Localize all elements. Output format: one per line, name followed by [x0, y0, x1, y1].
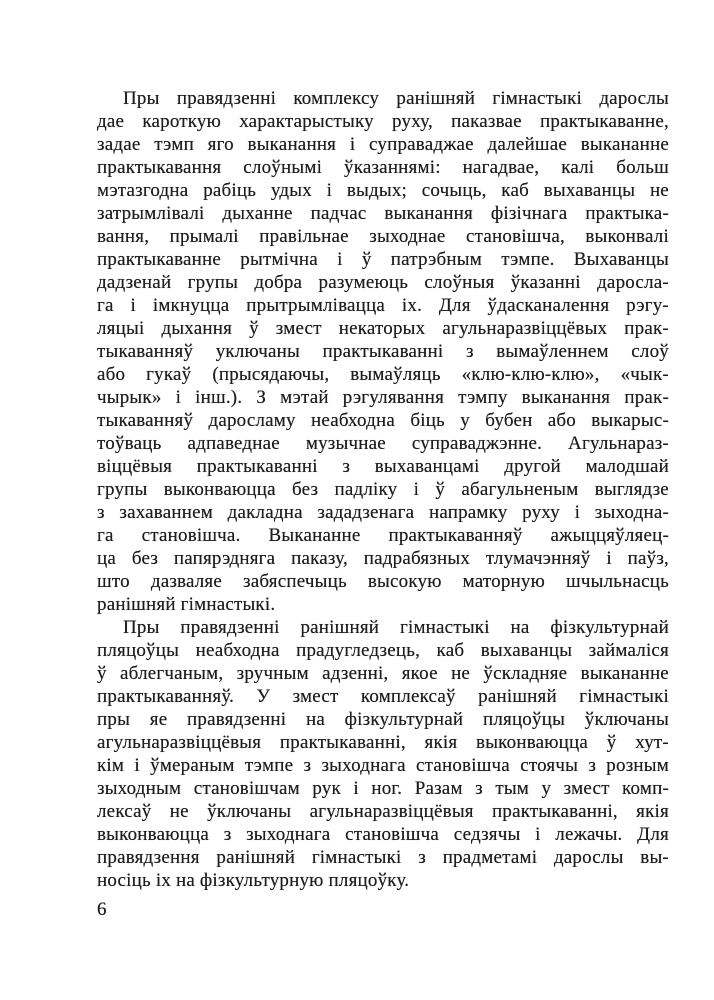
- text-line: ранішняй гімнастыкі.: [97, 594, 276, 615]
- text-line: групы выконваюцца без падліку і ў абагульненым выглядзе: [97, 479, 669, 500]
- text-line: або гукаў (прысядаючы, вымаўляць «клю-клю-клю», «чык-: [97, 364, 669, 385]
- text-line: пры яе правядзенні на фізкультурнай пляцоўцы ўключаны: [97, 709, 669, 730]
- text-line: мэтазгодна рабіць удых і выдых; сочыць, каб выхаванцы не: [97, 180, 669, 201]
- text-line: затрымлівалі дыханне падчас выканання фізічнага практыка-: [97, 203, 669, 224]
- text-line: га і імкнуцца прытрымлівацца іх. Для ўдасканалення рэгу-: [97, 295, 669, 316]
- text-line: зыходным становішчам рук і ног. Разам з тым у змест комп-: [97, 778, 669, 799]
- body-text: [97, 87, 669, 892]
- paragraph: [97, 87, 669, 616]
- text-line: віццёвыя практыкаванні з выхаванцамі другой малодшай: [97, 456, 669, 477]
- text-line: дадзенай групы добра разумеюць слоўныя ўказанні даросла-: [97, 272, 669, 293]
- text-line: тоўваць адпаведнае музычнае суправаджэнне. Агульнараз-: [97, 433, 669, 454]
- text-line: тыкаванняў даросламу неабходна біць у бубен або выкарыс-: [97, 410, 669, 431]
- text-line: ў аблегчаным, зручным адзенні, якое не ўскладняе выкананне: [97, 663, 669, 684]
- text-line: практыкавання слоўнымі ўказаннямі: нагадвае, калі больш: [97, 157, 669, 178]
- text-line: носіць іх на фізкультурную пляцоўку.: [97, 870, 410, 891]
- text-line: тыкаванняў уключаны практыкаванні з вымаўленнем слоў: [97, 341, 669, 362]
- text-line: правядзення ранішняй гімнастыкі з прадметамі дарослы вы-: [97, 847, 669, 868]
- paragraph: [97, 616, 669, 892]
- text-line: ца без папярэдняга паказу, падрабязных тлумачэнняў і паўз,: [97, 548, 669, 569]
- text-line: практыкаванне рытмічна і ў патрэбным тэмпе. Выхаванцы: [97, 249, 669, 270]
- text-line: задае тэмп яго выканання і суправаджае далейшае выкананне: [97, 134, 669, 155]
- text-line: га становішча. Выкананне практыкаванняў ажыццяўляец-: [97, 525, 669, 546]
- text-line: пляцоўцы неабходна прадугледзець, каб выхаванцы займаліся: [97, 640, 669, 661]
- text-line: ляцыі дыхання ў змест некаторых агульнаразвіццёвых прак-: [97, 318, 669, 339]
- text-line: агульнаразвіццёвыя практыкаванні, якія выконваюцца ў хут-: [97, 732, 669, 753]
- text-line: Пры правядзенні комплексу ранішняй гімнастыкі дарослы: [123, 88, 669, 109]
- text-line: выконваюцца з зыходнага становішча седзячы і лежачы. Для: [97, 824, 669, 845]
- text-line: лексаў не ўключаны агульнаразвіццёвыя практыкаванні, якія: [97, 801, 669, 822]
- text-line: дае кароткую характарыстыку руху, паказвае практыкаванне,: [97, 111, 669, 132]
- text-line: з захаваннем дакладна зададзенага напрамку руху і зыходна-: [97, 502, 669, 523]
- text-line: чырык» і інш.). З мэтай рэгулявання тэмпу выканання прак-: [97, 387, 669, 408]
- text-line: што дазваляе забяспечыць высокую маторную шчыльнасць: [97, 571, 669, 592]
- text-line: вання, прымалі правільнае зыходнае становішча, выконвалі: [97, 226, 669, 247]
- page-number: 6: [97, 899, 107, 920]
- text-line: практыкаванняў. У змест комплексаў ранішняй гімнастыкі: [97, 686, 669, 707]
- text-line: кім і ўмераным тэмпе з зыходнага становішча стоячы з розным: [97, 755, 669, 776]
- text-line: Пры правядзенні ранішняй гімнастыкі на фізкультурнай: [123, 617, 669, 638]
